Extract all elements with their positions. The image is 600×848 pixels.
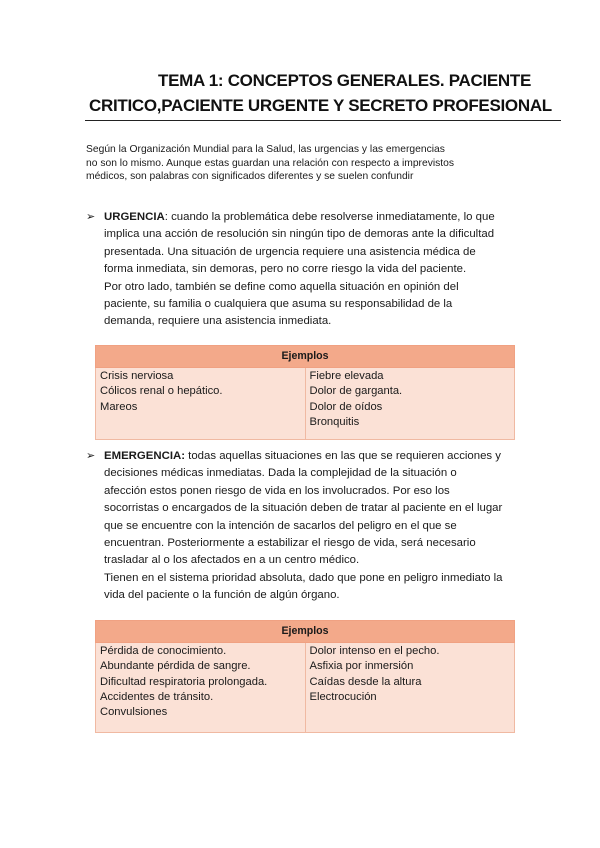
example-item: Dificultad respiratoria prolongada. (100, 675, 268, 688)
example-item: Abundante pérdida de sangre. (100, 660, 251, 673)
table-cell-left (96, 643, 306, 733)
urgencia-line: demanda, requiere una asistencia inmediata. (104, 315, 332, 328)
example-item: Convulsiones (100, 706, 168, 719)
table-header: Ejemplos (96, 346, 515, 368)
page-title-line-2: CRITICO,PACIENTE URGENTE Y SECRETO PROFESIONAL (89, 96, 552, 115)
emergencia-line: decisiones médicas inmediatas. Dada la complejidad de la situación o (104, 467, 457, 480)
emergencia-line: vida del paciente o la función de algún órgano. (104, 589, 340, 602)
emergencia-line: que se encuentre con la intención de sacarlos del peligro en el que se (104, 519, 457, 532)
intro-line: no son lo mismo. Aunque estas guardan una relación con respecto a imprevistos (86, 157, 455, 169)
intro-line: médicos, son palabras con significados diferentes y se suelen confundir (86, 171, 414, 182)
urgencia-examples-table (95, 345, 515, 440)
example-item: Crisis nerviosa (100, 370, 174, 382)
urgencia-first-line (104, 209, 524, 226)
example-item: Asfixia por inmersión (309, 660, 414, 673)
emergencia-line: encuentran. Posteriormente a estabilizar el riesgo de vida, será necesario (104, 537, 476, 550)
table-header: Ejemplos (96, 621, 515, 643)
table-cell-right (305, 368, 515, 440)
urgencia-line: presentada. Una situación de urgencia requiere una asistencia médica de (104, 245, 476, 258)
emergencia-definition-start: todas aquellas situaciones en las que se requieren acciones y (185, 450, 501, 462)
emergencia-examples-table (95, 620, 515, 733)
example-item: Caídas desde la altura (309, 675, 422, 688)
emergencia-section (104, 448, 524, 605)
urgencia-line: forma inmediata, sin demoras, pero no corre riesgo la vida del paciente. (104, 263, 467, 276)
page-title-line-1: TEMA 1: CONCEPTOS GENERALES. PACIENTE (158, 71, 532, 90)
emergencia-line: socorristas o encargados de la situación deben de tratar al paciente en el lugar (104, 502, 503, 515)
urgencia-line: implica una acción de resolución sin ningún tipo de demoras ante la dificultad (104, 228, 495, 241)
bullet-arrow-icon: ➢ (86, 450, 96, 462)
title-divider (85, 120, 561, 121)
example-item: Dolor de garganta. (309, 385, 403, 398)
intro-paragraph (86, 143, 486, 184)
table-cell-left (96, 368, 306, 440)
emergencia-first-line (104, 448, 524, 465)
example-item: Electrocución (309, 690, 377, 703)
example-item: Pérdida de conocimiento. (100, 645, 227, 657)
intro-line: Según la Organización Mundial para la Salud, las urgencias y las emergencias (86, 144, 445, 155)
example-item: Dolor intenso en el pecho. (309, 645, 440, 657)
emergencia-line: afección estos ponen riesgo de vida en los involucrados. Por eso los (104, 484, 450, 497)
emergencia-term: EMERGENCIA: (104, 450, 186, 462)
urgencia-line: Por otro lado, también se define como aquella situación en opinión del (104, 280, 459, 293)
example-item: Dolor de oídos (309, 400, 383, 413)
emergencia-line: Tienen en el sistema prioridad absoluta, dado que pone en peligro inmediato la (104, 571, 503, 584)
urgencia-term: URGENCIA (104, 211, 165, 223)
example-item: Fiebre elevada (309, 370, 384, 382)
urgencia-definition-start: : cuando la problemática debe resolverse inmediatamente, lo que (164, 211, 495, 223)
urgencia-line: paciente, su familia o cualquiera que asuma su responsabilidad de la (104, 298, 453, 311)
urgencia-section (104, 209, 524, 331)
emergencia-line: trasladar al o los afectados en a un centro médico. (104, 554, 360, 567)
example-item: Mareos (100, 400, 138, 413)
example-item: Cólicos renal o hepático. (100, 385, 223, 398)
bullet-arrow-icon: ➢ (86, 211, 96, 223)
table-cell-right (305, 643, 515, 733)
example-item: Accidentes de tránsito. (100, 690, 214, 703)
example-item: Bronquitis (309, 415, 360, 428)
